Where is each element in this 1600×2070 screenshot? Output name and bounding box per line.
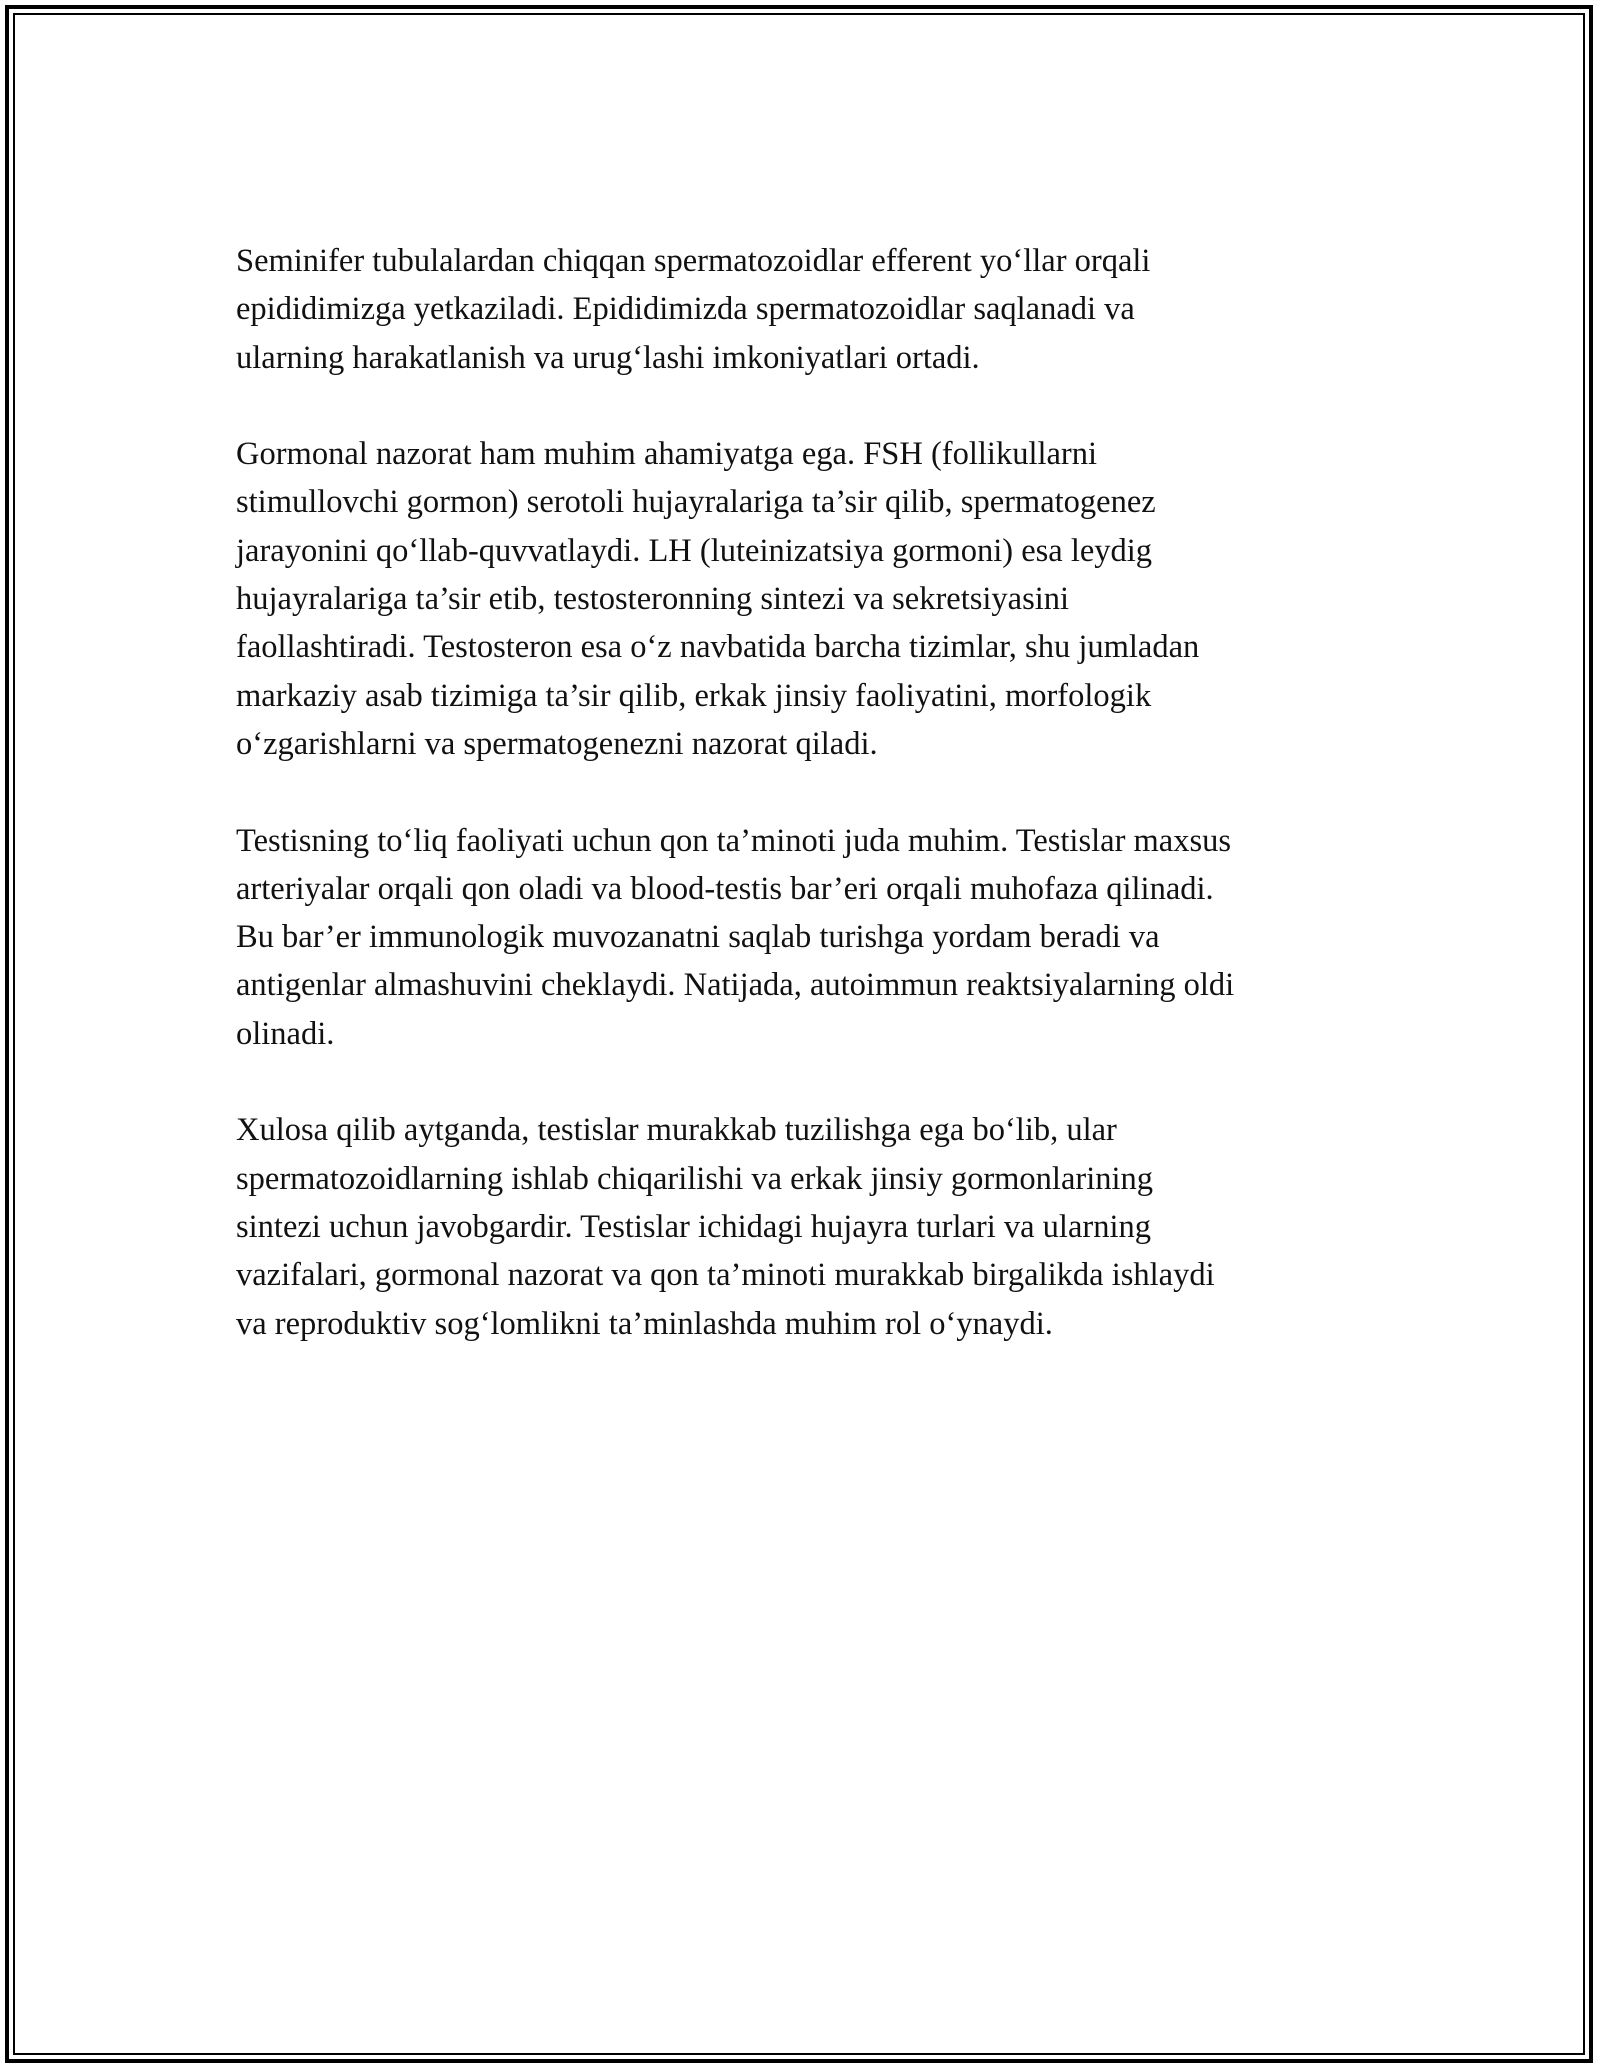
text-line: spermatozoidlarning ishlab chiqarilishi va erkak jinsiy gormonlarining (236, 1160, 1154, 1197)
text-line: epididimizga yetkaziladi. Epididimizda spermatozoidlar saqlanadi va (236, 291, 1135, 328)
text-line: markaziy asab tizimiga ta’sir qilib, erkak jinsiy faoliyatini, morfologik (236, 677, 1152, 714)
text-line: olinadi. (236, 1015, 335, 1052)
text-line: jarayonini qo‘llab-quvvatlaydi. LH (luteinizatsiya gormoni) esa leydig (236, 532, 1153, 569)
paragraph-2 (236, 430, 1386, 768)
text-line: faollashtiradi. Testosteron esa o‘z navbatida barcha tizimlar, shu jumladan (236, 629, 1200, 666)
text-line: va reproduktiv sog‘lomlikni ta’minlashda muhim rol o‘ynaydi. (236, 1305, 1053, 1342)
text-line: arteriyalar orqali qon oladi va blood-testis bar’eri orqali muhofaza qilinadi. (236, 870, 1214, 907)
text-line: sintezi uchun javobgardir. Testislar ichidagi hujayra turlari va ularning (236, 1208, 1151, 1245)
paragraph-1 (236, 237, 1386, 382)
text-line: Seminifer tubulalardan chiqqan spermatozoidlar efferent yo‘llar orqali (236, 243, 1151, 279)
text-line: hujayralariga ta’sir etib, testosteronning sintezi va sekretsiyasini (236, 581, 1070, 618)
text-line: Gormonal nazorat ham muhim ahamiyatga ega. FSH (follikullarni (236, 436, 1098, 473)
text-line: Xulosa qilib aytganda, testislar murakkab tuzilishga ega bo‘lib, ular (236, 1112, 1117, 1149)
paragraph-4 (236, 1106, 1386, 1347)
text-line: vazifalari, gormonal nazorat va qon ta’minoti murakkab birgalikda ishlaydi (236, 1257, 1215, 1294)
document-body (236, 237, 1386, 1396)
paragraph-3 (236, 817, 1386, 1058)
text-line: Testisning to‘liq faoliyati uchun qon ta’minoti juda muhim. Testislar maxsus (236, 822, 1232, 859)
text-line: ularning harakatlanish va urug‘lashi imkoniyatlari ortadi. (236, 339, 980, 376)
text-line: Bu bar’er immunologik muvozanatni saqlab turishga yordam beradi va (236, 919, 1160, 956)
text-line: antigenlar almashuvini cheklaydi. Natijada, autoimmun reaktsiyalarning oldi (236, 967, 1235, 1004)
text-line: stimullovchi gormon) serotoli hujayralariga ta’sir qilib, spermatogenez (236, 484, 1156, 521)
text-line: o‘zgarishlarni va spermatogenezni nazorat qiladi. (236, 725, 878, 762)
